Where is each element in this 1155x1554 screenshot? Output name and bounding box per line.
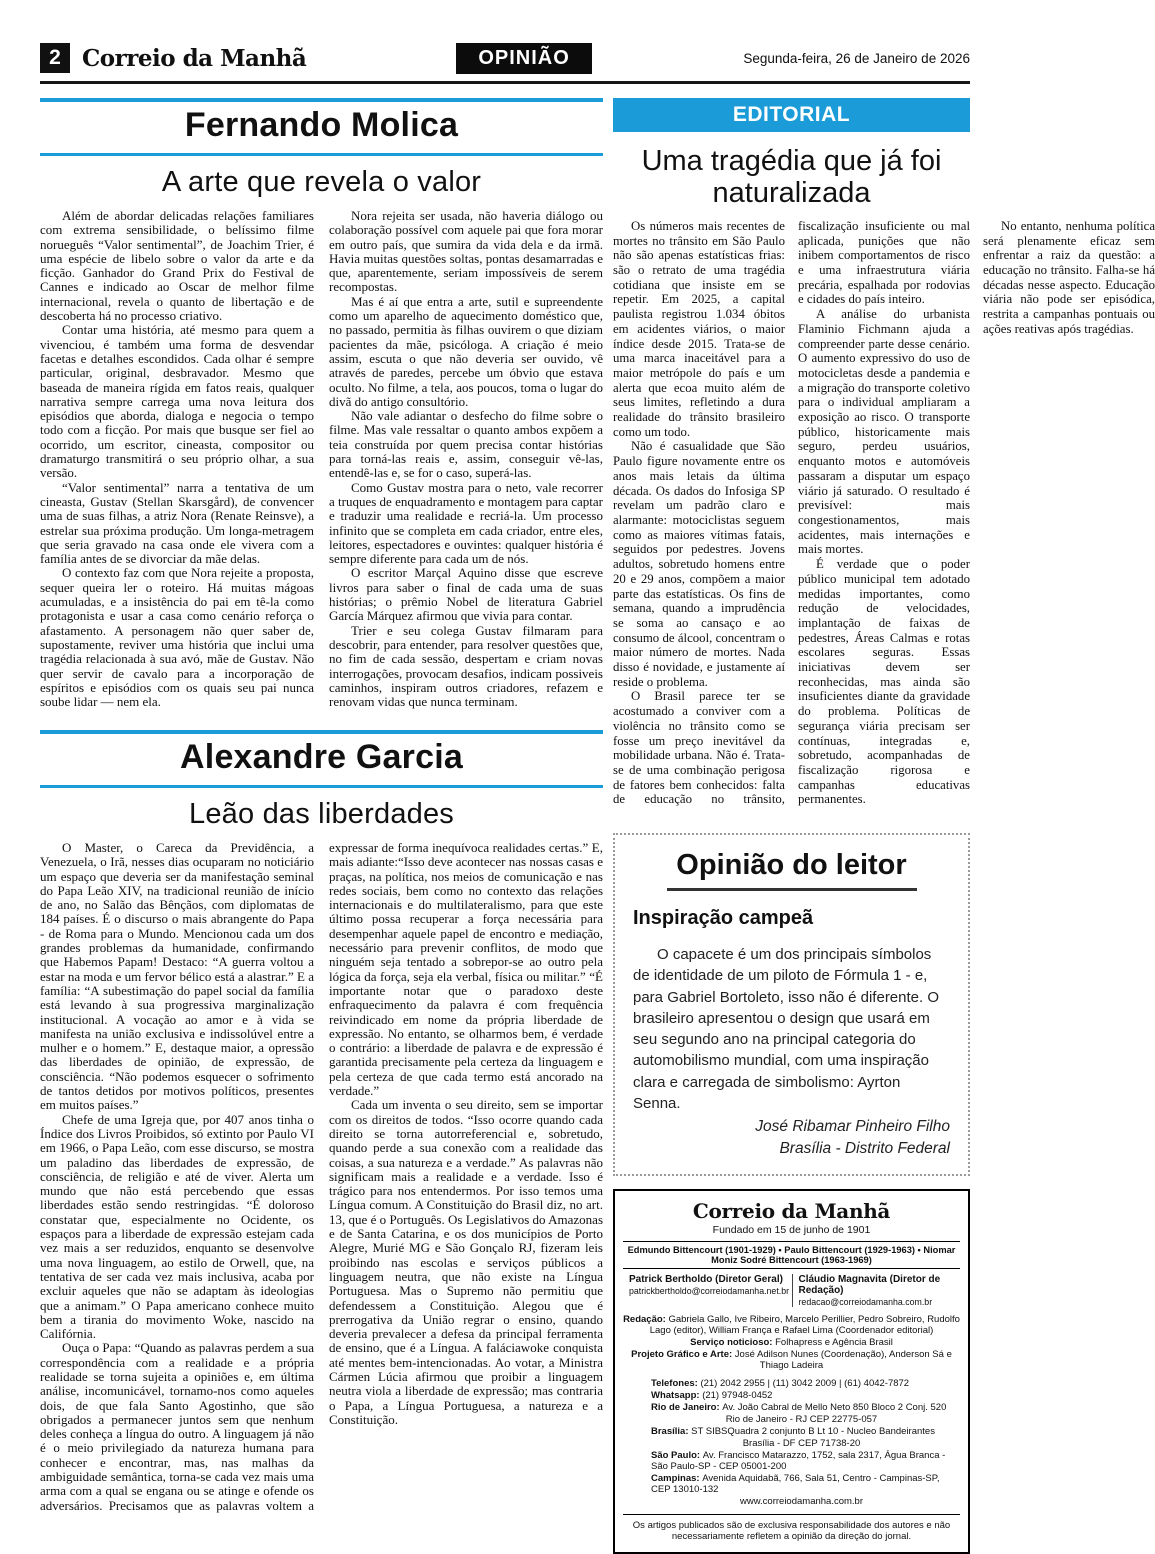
molica-body [40, 209, 603, 714]
editorial-label: EDITORIAL [613, 98, 970, 132]
masthead-directors [623, 1274, 960, 1307]
masthead-founded: Fundado em 15 de junho de 1901 [712, 1224, 871, 1237]
paragraph: Brasília: ST SIBSQuadra 2 conjunto B Lt 10 - Nucleo Bandeirantes [651, 1426, 935, 1438]
reader-signature-name: José Ribamar Pinheiro Filho [755, 1118, 950, 1136]
director-general-name: Patrick Bertholdo (Diretor Geral) [629, 1274, 783, 1286]
edition-date: Segunda-feira, 26 de Janeiro de 2026 [743, 50, 970, 66]
reader-letter-title: Inspiração campeã [633, 906, 814, 929]
molica-headline: A arte que revela o valor [161, 166, 482, 198]
garcia-headline: Leão das liberdades [189, 798, 454, 830]
right-column [613, 98, 1155, 1554]
director-redacao-name: Cláudio Magnavita (Diretor de Redação) [798, 1274, 941, 1297]
director-redacao-email: redacao@correiodamanha.com.br [798, 1297, 933, 1308]
masthead-disclaimer: Os artigos publicados são de exclusiva responsabilidade dos autores e não necessariamente refletem a opinião da direção do jornal. [623, 1514, 960, 1542]
paragraph: Ouça o Papa: “Quando as palavras perdem a sua correspondência com a realidade e a própria realidade se torna sujeita a opiniões e, em última análise, incomunicável, tornamo-nos como aqueles dois, de que fala Santo Agostinho, que são obrigados a permanecer juntos sem que nenhum deles conheça a língua do outro. A linguagem já não é o meio privilegiado da natureza humana para conhecer e encontrar, mas, nas malhas da ambiguidade semântica, torna-se cada vez mais uma arma com a qual se engana ou se atinge e ofende os adversários. Precisamos que as palavras voltem a expressar de forma inequívoca realidades certas.” E, mais adiante:“Isso deve acontecer nas nossas casas e praças, na política, nos meios de comunicação e nas redes sociais, bem como no contexto das relações internacionais e do multilateralismo, para que este último possa recuperar a força necessária para desempenhar aquele papel de encontro e mediação, necessário para prevenir conflitos, de modo que ninguém seja tentado a sobrepor-se ao outro pela lógica da força, seja ela verbal, física ou militar.” “É importante notar que o paradoxo deste enfraquecimento da palavra é com frequência reivindicado em nome da própria liberdade de expressão. No entanto, se olharmos bem, é verdade o contrário: a liberdade de palavra e de expressão é garantida precisamente pela certeza da linguagem e pela certeza de que cada termo está ancorado na verdade.” [40, 840, 603, 1513]
paragraph: Mas é aí que entra a arte, sutil e supreendente como um aparelho de aquecimento doméstico que, no passado, permitia às filhas ouvirem o que diziam pacientes da mãe, psicóloga. A criação é meio assim, escuta o que não deveria ser ouvido, vê através de paredes, percebe um óbvio que estava oculto. No filme, a tela, aos poucos, toma o lugar do divã do antigo consultório. [329, 293, 603, 409]
page-number: 2 [40, 43, 70, 73]
paragraph: É verdade que o poder público municipal tem adotado medidas importantes, como redução de velocidades, implantação de faixas de pedestres, Áreas Calmas e rotas escolares seguras. Essas iniciativas devem ser reconhecidas, mas ainda são insuficientes diante da gravidade do problema. Políticas de segurança viária precisam ser contínuas, integradas e, sobretudo, acompanhadas de fiscalização rigorosa e campanhas educativas permanentes. [798, 557, 970, 807]
masthead-title: Correio da Manhã [692, 1199, 891, 1224]
paragraph: Não vale adiantar o desfecho do filme sobre o filme. Mas vale ressaltar o quanto ambos expõem a teia construída por quem precisa contar histórias para torná-las reais e, assim, conseguir vê-las, entendê-las e, se for o caso, superá-las. [329, 408, 603, 481]
paragraph: www.correiodamanha.com.br [739, 1496, 864, 1508]
paragraph: Brasília - DF CEP 71738-20 [742, 1438, 861, 1450]
paragraph: Nora rejeita ser usada, não haveria diálogo ou colaboração possível com aquele pai que fora morar em outro país, que sumira da vida dela e da irmã. Havia muitas questões soltas, pontas desamarradas e que, aparentemente, seriam impossíveis de serem recompostas. [329, 208, 603, 295]
paragraph: Os números mais recentes de mortes no trânsito em São Paulo não são apenas estatísticas frias: são o retrato de uma tragédia cotidiana que insiste em se repetir. Em 2025, a capital paulista registrou 1.034 óbitos em acidentes viários, o maior índice desde 2015. Trata-se de uma marca inaceitável para a maior metrópole do país e um alerta que ecoa muito além de seus limites, refletindo a dura realidade do trânsito brasileiro como um todo. [613, 218, 785, 439]
editorial-body [613, 218, 1155, 819]
garcia-byline-block [40, 730, 603, 788]
reader-opinion-box [613, 833, 970, 1176]
paragraph: Projeto Gráfico e Arte: José Adilson Nunes (Coordenação), Anderson Sá e Thiago Ladeira [631, 1349, 952, 1372]
garcia-body [40, 841, 603, 1519]
paragraph: Telefones: (21) 2042 2955 | (11) 3042 2009 | (61) 4042-7872 [651, 1378, 910, 1390]
paragraph: No entanto, nenhuma política será plenamente eficaz sem enfrentar a raiz da questão: a educação no trânsito. Falha-se há décadas nesse aspecto. Educação viária não pode ser episódica, restrita a campanhas pontuais ou ações reativas após tragédias. [983, 218, 1155, 336]
masthead-staff-lines [623, 1314, 960, 1371]
reader-title-rule [667, 888, 917, 891]
masthead-contact-lines [623, 1378, 960, 1507]
paragraph: Chefe de uma Igreja que, por 407 anos tinha o Índice dos Livros Proibidos, só extinto por Paulo VI em 1966, o Papa Leão, com esse discurso, se mostra um paladino das liberdades de expressão, de consciência, de religião e até de viver. Alerta um mundo que não está percebendo que essas liberdades estão sendo restringidas. “É doloroso constatar que, especialmente no Ocidente, os espaços para a liberdade de expressão estejam cada vez mais a ser reduzidos, enquanto se desenvolve uma nova linguagem, ao estilo de Orwell, que, na tentativa de ser cada vez mais inclusiva, acaba por excluir aqueles que não se adaptam às ideologias que a animam.” O Papa americano conhece muito bem a tirania do movimento Woke, nascido na Califórnia. [40, 1111, 314, 1342]
director-general [623, 1274, 792, 1307]
paragraph: São Paulo: Av. Francisco Matarazzo, 1752, sala 2317, Água Branca - São Paulo-SP - CEP 05001-200 [651, 1450, 946, 1473]
paragraph: Rio de Janeiro - RJ CEP 22775-057 [725, 1414, 878, 1426]
page-body [40, 98, 1155, 1554]
paragraph: Serviço noticioso: Folhapress e Agência Brasil [690, 1337, 893, 1349]
paragraph: Como Gustav mostra para o neto, vale recorrer a truques de enquadramento e montagem para captar e traduzir uma realidade e recriá-la. Um processo infinito que se completa em cada criador, entre eles, leitores, espectadores e ouvintes: qualquer história é sempre diferente para cada um de nós. [329, 479, 603, 567]
article-garcia [40, 730, 603, 1519]
paragraph: Rio de Janeiro: Av. João Cabral de Mello Neto 850 Bloco 2 Conj. 520 [651, 1402, 947, 1414]
director-redacao [792, 1274, 961, 1307]
editorial-section [613, 98, 1155, 819]
garcia-author: Alexandre Garcia [180, 738, 463, 776]
paragraph: O Master, o Careca da Previdência, a Venezuela, o Irã, nesses dias ocuparam no noticiário um espaço que deveria ser da manifestação seminal do Papa Leão XIV, na tradicional reunião de início de ano, no Salão das Bênçãos, com diplomatas de 184 países. É o discurso o mais abrangente do Papa - de Roma para o Mundo. Mencionou cada um dos grandes problemas da humanidade, confirmando que Habemos Papam! Destaco: “A guerra voltou a estar na moda e um fervor bélico está a alastrar.” E a família: “A subestimação do papel social da família está levando à sua progressiva marginalização institucional. A vocação ao amor e à vida se manifesta na união exclusiva e indissolúvel entre a mulher e o homem.” E, destaque maior, a opressão das liberdades de opinião, de expressão, de consciência. “Não podemos esquecer o sofrimento de tantos detidos por motivos políticos, presentes em muitos países.” [40, 840, 314, 1113]
masthead-box [613, 1189, 970, 1554]
paragraph: “Valor sentimental” narra a tentativa de um cineasta, Gustav (Stellan Skarsgård), de convencer uma de suas filhas, a atriz Nora (Renate Reinsve), a estrelar sua próxima produção. Um longa-metragem que seria gravado na casa onde ele vivera com a família antes de se divorciar da mãe delas. [40, 479, 314, 567]
header-rule [40, 81, 970, 84]
paragraph: Não é casualidade que São Paulo figure novamente entre os anos mais letais da última década. Os dados do Infosiga SP revelam um padrão claro e alarmante: motociclistas seguem como as maiores vítimas fatais, seguidos por pedestres. Jovens adultos, sobretudo homens entre 20 e 29 anos, compõem a maior parte das estatísticas. Os fins de semana, quando a imprudência se soma ao cansaço e ao consumo de álcool, concentram o maior número de mortes. Nada disso é novidade, e justamente aí reside o problema. [613, 439, 785, 689]
paragraph: O Brasil parece ter se acostumado a conviver com a violência no trânsito como se fosse um preço inevitável da mobilidade urbana. Não é. Trata-se de uma combinação perigosa de fatores bem conhecidos: falta de educação no trânsito, fiscalização insuficiente ou mal aplicada, punições que não inibem comportamentos de risco e uma infraestrutura viária precária, espalhada por rodovias e cidades do país inteiro. [613, 218, 970, 807]
paragraph: Além de abordar delicadas relações familiares com extrema sensibilidade, o belíssimo filme norueguês “Valor sentimental”, de Joachim Trier, é uma espécie de libelo sobre o valor da arte e da ficção. Ganhador do Grand Prix do Festival de Cannes e indicado ao Oscar de melhor filme internacional, revela o quanto de libertação e de descoberta há no processo criativo. [40, 208, 314, 324]
article-molica [40, 98, 603, 714]
paragraph: Campinas: Avenida Aquidabã, 766, Sala 51, Centro - Campinas-SP, CEP 13010-132 [651, 1473, 940, 1496]
page-header [40, 42, 970, 74]
paragraph: A análise do urbanista Flaminio Fichmann ajuda a compreender parte desse cenário. O aumento expressivo do uso de motocicletas desde a pandemia e a migração do transporte coletivo para o individual ampliaram a exposição ao risco. O transporte público, historicamente mais seguro, perdeu usuários, enquanto motos e automóveis passaram a disputar um espaço viário já saturado. O resultado é previsível: mais congestionamentos, mais acidentes, mais internações e mais mortes. [798, 307, 970, 557]
reader-letter-body: O capacete é um dos principais símbolos de identidade de um piloto de Fórmula 1 - e, para Gabriel Bortoleto, isso não é diferente. O brasileiro apresentou o design que usará em seu segundo ano na principal categoria do automobilismo mundial, com uma inspiração clara e carregada de simbolismo: Ayrton Senna. [633, 945, 940, 1113]
editorial-headline: Uma tragédia que já foi naturalizada [641, 145, 942, 210]
molica-author: Fernando Molica [184, 106, 459, 144]
paragraph: O contexto faz com que Nora rejeite a proposta, sequer queira ler o roteiro. Há muitas mágoas acumuladas, e a insistência do pai em tê-la como protagonista e usar a casa como cenário reforça o afastamento. A personagem não quer saber de, supostamente, reviver uma história que inclui uma tragédia relacionada à sua avó, mãe de Gustav. Não quer servir de cavalo para a incorporação de espíritos e episódios com os quais seu pai nunca soube lidar — nem ela. [40, 565, 314, 710]
paragraph: Cada um inventa o seu direito, sem se importar com os direitos de todos. “Isso ocorre quando cada direito se torna autorreferencial e, sobretudo, quando perde a sua conexão com a realidade das coisas, a sua natureza e a verdade.” As palavras não significam mais a realidade e a verdade. Isso é trágico para nos entendermos. Por isso temos uma Língua comum. A Constituição do Brasil diz, no art. 13, que é o Português. Os Legislativos do Amazonas e de Santa Catarina, e os dos municípios de Porto Alegre, Murié MG e São Gonçalo RJ, fizeram leis proibindo nas escolas e serviços públicos a linguagem neutra, que não existe na Língua Portuguesa. Mas o Supremo não permitiu que defendessem a Constituição. Alegou que é prerrogativa da União regrar o ensino, quando deveria prevalecer a defesa da principal ferramenta de ensino, que é a Língua. A faláciawoke conquista até mentes bem-intencionadas. Ao votar, a Ministra Cármen Lúcia afirmou que proibir a linguagem neutra viola a liberdade de expressão; mas contraria o Papa, a Língua Portuguesa, a natureza e a Constituição. [329, 1097, 603, 1427]
newspaper-logo: Correio da Manhã [82, 44, 307, 72]
paragraph: Redação: Gabriela Gallo, Ive Ribeiro, Marcelo Perillier, Pedro Sobreiro, Rudolfo Lago (editor), William França e Rafael Lima (Coordenador editorial) [623, 1314, 960, 1337]
director-general-email: patrickbertholdo@correiodamanha.net.br [629, 1286, 790, 1297]
paragraph: Trier e seu colega Gustav filmaram para descobrir, para entender, para resolver questões que, no fim de cada sessão, despertam e criam novas interrogações, provocam desafios, indicam possiveis caminhos, inspiram outros criadores, refazem e renovam vidas que nunca terminam. [329, 622, 603, 710]
molica-byline-block [40, 98, 603, 156]
left-column [40, 98, 603, 1554]
masthead-founders: Edmundo Bittencourt (1901-1929) • Paulo Bittencourt (1929-1963) • Niomar Moniz Sodré Bittencourt (1963-1969) [623, 1241, 960, 1269]
reader-signature-location: Brasília - Distrito Federal [779, 1140, 950, 1158]
reader-opinion-title: Opinião do leitor [676, 848, 907, 881]
paragraph: O escritor Marçal Aquino disse que escreve livros para saber o final de cada uma de suas histórias; o prêmio Nobel de literatura Gabriel García Márquez afirmou que vivia para contar. [329, 565, 603, 624]
paragraph: Whatsapp: (21) 97948-0452 [651, 1390, 773, 1402]
paragraph: Contar uma história, até mesmo para quem a vivenciou, é também uma forma de desvendar facetas e detalhes escondidos. Cada olhar é sempre particular, original, desbravador. Mesmo que baseada de maneira rígida em fatos reais, qualquer narrativa sempre carrega uma nova leitura dos episódios que aborda, dialoga e negocia o tempo todo com a ficção. Por mais que busque ser fiel ao ocorrido, um escritor, cineasta, compositor ou dramaturgo transmitirá o seu próprio olhar, a sua versão. [40, 322, 314, 481]
section-label: OPINIÃO [456, 43, 591, 74]
